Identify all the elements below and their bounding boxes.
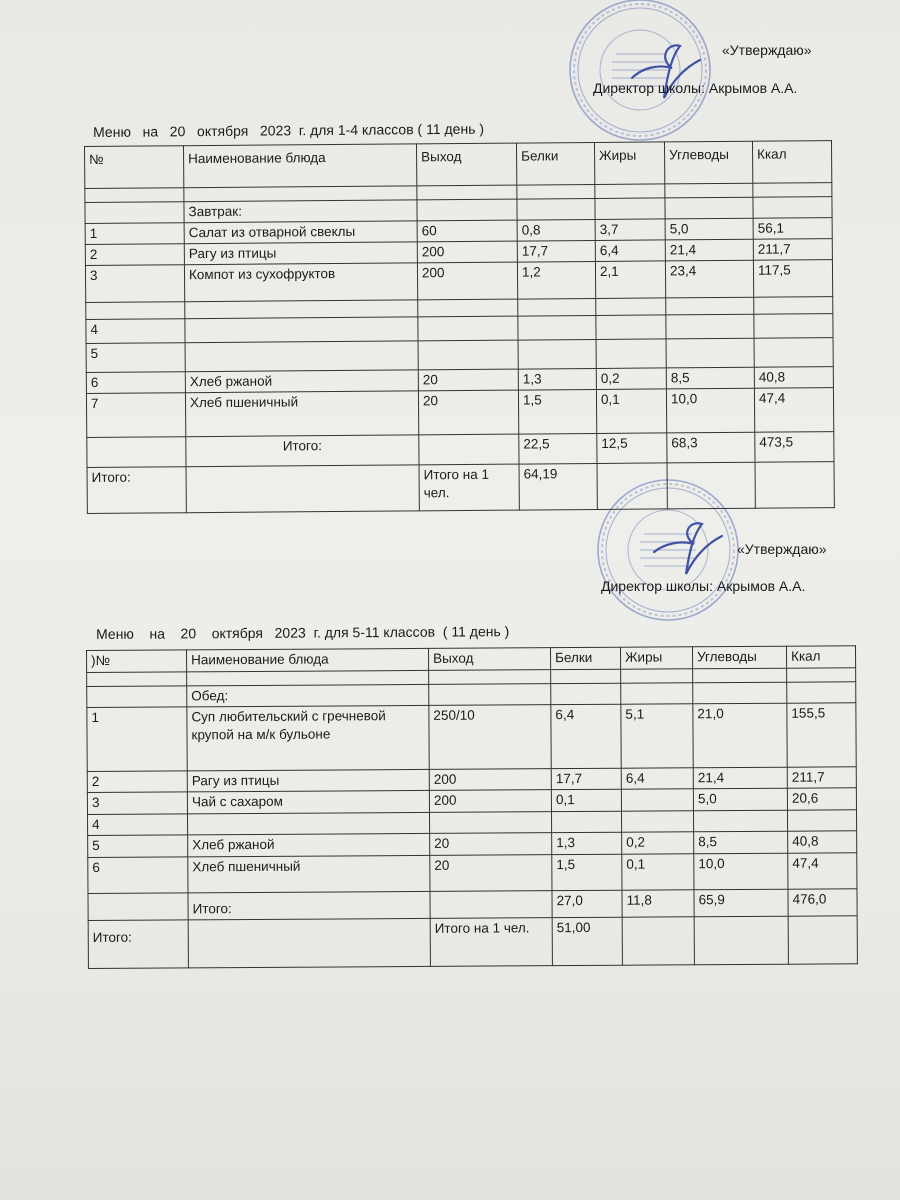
dish-name: Компот из сухофруктов: [184, 263, 417, 302]
dish-carbs: 8,5: [666, 367, 754, 389]
director-line: Директор школы: Акрымов А.А.: [593, 80, 798, 96]
subtotal-carbs: 65,9: [694, 889, 788, 917]
menu-caption: Меню на 20 октября 2023 г. для 1-4 классов ( 11 день ): [93, 120, 485, 140]
per-person-cost: 64,19: [519, 463, 597, 510]
dish-carbs: [666, 338, 754, 368]
per-person-cost: 51,00: [552, 917, 622, 965]
dish-fat: 0,2: [596, 368, 666, 390]
dish-output: 20: [430, 855, 552, 892]
menu-table-1-4: [84, 140, 835, 514]
dish-number: 7: [86, 393, 185, 438]
dish-number: 6: [88, 857, 188, 894]
approval-label: «Утверждаю»: [722, 42, 812, 58]
dish-carbs: 23,4: [665, 260, 753, 298]
dish-output: 20: [418, 390, 518, 435]
dish-kcal: [754, 338, 833, 368]
subtotal-fat: 11,8: [622, 890, 694, 917]
dish-output: 20: [430, 833, 552, 856]
header-cell: №: [85, 146, 184, 189]
dish-name: [188, 812, 430, 834]
dish-carbs: 5,0: [665, 218, 753, 240]
total-row: [88, 916, 857, 969]
header-cell: Выход: [416, 143, 516, 186]
dish-number: 1: [87, 707, 187, 772]
header-cell: Наименование блюда: [184, 144, 417, 188]
total-label: Итого:: [87, 467, 186, 514]
dish-output: 20: [418, 369, 518, 391]
subtotal-fat: 12,5: [597, 433, 667, 464]
header-cell: Белки: [516, 142, 594, 185]
table-header-row: [85, 141, 832, 189]
dish-fat: 0,1: [596, 389, 666, 434]
dish-fat: 6,4: [595, 240, 665, 262]
dish-kcal: [754, 314, 833, 339]
dish-kcal: 211,7: [753, 239, 832, 261]
dish-fat: 2,1: [595, 261, 665, 299]
subtotal-kcal: 473,5: [755, 432, 834, 463]
dish-name: Хлеб пшеничный: [185, 391, 418, 437]
header-cell: Выход: [428, 648, 550, 671]
dish-kcal: 211,7: [787, 767, 856, 788]
menu-caption: Меню на 20 октября 2023 г. для 5-11 классов ( 11 день ): [96, 623, 510, 642]
section-label: Обед:: [187, 684, 429, 706]
header-cell: Ккал: [786, 646, 855, 668]
dish-carbs: 21,0: [693, 703, 787, 768]
table-row: [86, 388, 833, 438]
dish-carbs: [693, 810, 787, 832]
dish-output: 200: [417, 241, 517, 263]
dish-protein: [551, 811, 621, 832]
dish-number: 3: [85, 265, 184, 303]
table-row: [87, 703, 856, 772]
dish-kcal: 155,5: [787, 703, 856, 767]
dish-protein: 1,5: [552, 854, 622, 890]
dish-output: 250/10: [429, 705, 551, 770]
dish-output: [418, 316, 518, 341]
dish-name: [185, 317, 418, 343]
dish-number: 3: [87, 792, 187, 815]
dish-kcal: 47,4: [788, 853, 857, 889]
director-line: Директор школы: Акрымов А.А.: [601, 578, 806, 594]
dish-name: [185, 341, 418, 372]
dish-number: 1: [85, 223, 184, 245]
subtotal-label: Итого:: [186, 435, 419, 467]
dish-output: [429, 812, 551, 834]
dish-output: 200: [417, 262, 517, 300]
dish-name: Хлеб ржаной: [185, 370, 418, 393]
approval-label: «Утверждаю»: [737, 541, 827, 557]
dish-carbs: 10,0: [666, 388, 754, 433]
header-cell: Ккал: [752, 141, 831, 184]
menu-table-5-11: [86, 645, 858, 969]
dish-protein: [518, 339, 596, 369]
dish-protein: 0,1: [551, 789, 621, 811]
dish-fat: [596, 315, 666, 340]
dish-protein: 17,7: [517, 240, 595, 262]
dish-name: Салат из отварной свеклы: [184, 221, 417, 244]
subtotal-protein: 22,5: [519, 433, 597, 464]
dish-carbs: 5,0: [693, 788, 787, 811]
dish-number: 5: [88, 835, 188, 858]
subtotal-protein: 27,0: [552, 890, 622, 917]
dish-output: 200: [429, 769, 551, 791]
dish-name: Рагу из птицы: [184, 242, 417, 265]
dish-name: Суп любительский с гречневой крупой на м/к бульоне: [187, 705, 429, 770]
dish-kcal: 117,5: [753, 260, 832, 298]
per-person-label: Итого на 1 чел.: [430, 918, 552, 967]
header-cell: Углеводы: [692, 646, 786, 669]
dish-fat: 3,7: [595, 219, 665, 241]
header-cell: Жиры: [594, 142, 664, 185]
dish-number: 2: [87, 771, 187, 793]
dish-carbs: 21,4: [693, 767, 787, 789]
dish-fat: 0,1: [622, 854, 694, 890]
dish-fat: 5,1: [621, 704, 693, 768]
dish-fat: 0,2: [622, 832, 694, 854]
dish-protein: 1,2: [517, 261, 595, 299]
dish-protein: 1,3: [552, 832, 622, 854]
dish-name: Хлеб ржаной: [188, 833, 430, 856]
dish-name: Чай с сахаром: [187, 790, 429, 813]
table-row: [85, 260, 832, 303]
dish-kcal: [787, 810, 856, 831]
subtotal-carbs: 68,3: [667, 432, 755, 463]
dish-protein: [518, 315, 596, 340]
subtotal-kcal: 476,0: [788, 889, 857, 916]
dish-number: 6: [86, 372, 185, 394]
dish-protein: 0,8: [517, 219, 595, 241]
total-label: Итого:: [88, 920, 188, 969]
dish-number: 2: [85, 244, 184, 266]
signature-icon: [650, 516, 730, 582]
dish-fat: 6,4: [621, 768, 693, 789]
dish-number: 4: [86, 319, 185, 344]
dish-output: 60: [417, 220, 517, 242]
dish-protein: 1,5: [518, 389, 596, 434]
subtotal-label: Итого:: [188, 891, 430, 919]
header-cell: Жиры: [620, 647, 692, 669]
dish-carbs: 10,0: [694, 853, 788, 890]
section-label: Завтрак:: [184, 200, 417, 223]
dish-number: 4: [88, 814, 188, 836]
total-row: [87, 462, 834, 514]
dish-number: 5: [86, 343, 185, 373]
header-cell: Углеводы: [664, 141, 752, 184]
dish-protein: 1,3: [518, 368, 596, 390]
header-cell: )№: [87, 650, 187, 673]
dish-carbs: [666, 314, 754, 339]
table-row: [88, 853, 857, 894]
dish-kcal: 56,1: [753, 218, 832, 240]
dish-fat: [621, 789, 693, 811]
dish-protein: 6,4: [551, 704, 621, 768]
dish-output: 200: [429, 790, 551, 813]
dish-kcal: 20,6: [787, 788, 856, 810]
dish-output: [418, 340, 518, 370]
dish-carbs: 21,4: [665, 239, 753, 261]
dish-kcal: 40,8: [788, 831, 857, 853]
header-cell: Белки: [550, 647, 620, 669]
dish-fat: [596, 339, 666, 369]
header-cell: Наименование блюда: [187, 648, 429, 671]
dish-name: Рагу из птицы: [187, 769, 429, 791]
per-person-label: Итого на 1 чел.: [419, 464, 519, 511]
dish-name: Хлеб пшеничный: [188, 855, 430, 892]
dish-kcal: 47,4: [754, 388, 833, 433]
dish-fat: [621, 811, 693, 832]
dish-kcal: 40,8: [754, 367, 833, 389]
dish-protein: 17,7: [551, 768, 621, 789]
dish-carbs: 8,5: [694, 831, 788, 854]
